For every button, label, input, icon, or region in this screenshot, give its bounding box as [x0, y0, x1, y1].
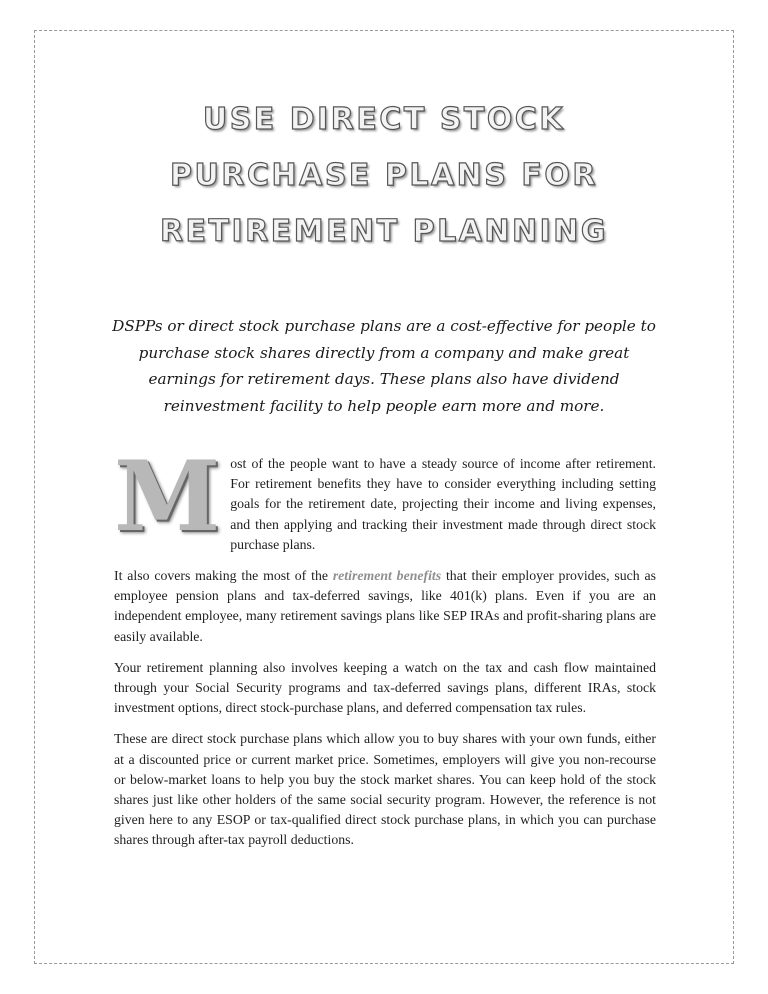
- paragraph-1: [114, 440, 656, 555]
- paragraph-1-text: ost of the people want to have a steady source of income after retirement. For retirement benefits they have to consider everything including setting goals for the retirement date, projecting their income and living expenses, and then applying and tracking their investment made through direct stock purchase plans.: [230, 456, 656, 552]
- retirement-benefits-link[interactable]: retirement benefits: [332, 568, 442, 584]
- page-title: USE DIRECT STOCK PURCHASE PLANS FOR RETIREMENT PLANNING: [159, 102, 609, 249]
- summary-paragraph: DSPPs or direct stock purchase plans are a cost-effective for people to purchase stock shares directly from a company and make great earnings for retirement days. These plans also have dividend reinvestment facility to help people earn more and more.: [112, 317, 656, 415]
- drop-cap: M: [114, 440, 221, 553]
- paragraph-2-text-before: It also covers making the most of the: [114, 568, 333, 584]
- paragraph-3: Your retirement planning also involves keeping a watch on the tax and cash flow maintained through your Social Security programs and tax-deferred savings plans, different IRAs, stock investment options, direct stock-purchase plans, and deferred compensation tax rules.: [114, 659, 656, 716]
- paragraph-4: These are direct stock purchase plans which allow you to buy shares with your own funds, either at a discounted price or current market price. Sometimes, employers will give you non-recourse or below-market loans to help you buy the stock market shares. You can keep hold of the stock shares just like other holders of the same social security program. However, the reference is not given here to any ESOP or tax-qualified direct stock purchase plans, in which you can purchase shares through after-tax payroll deductions.: [114, 731, 656, 848]
- paragraph-2: [114, 566, 656, 647]
- article-body: [114, 440, 656, 862]
- paragraph-2-text-after: that their employer provides, such as employee pension plans and tax-deferred savings, like 401(k) plans. Even if you are an independent employee, many retirement savings plans like SEP IRAs and profit-sharing plans are easily available.: [114, 568, 656, 644]
